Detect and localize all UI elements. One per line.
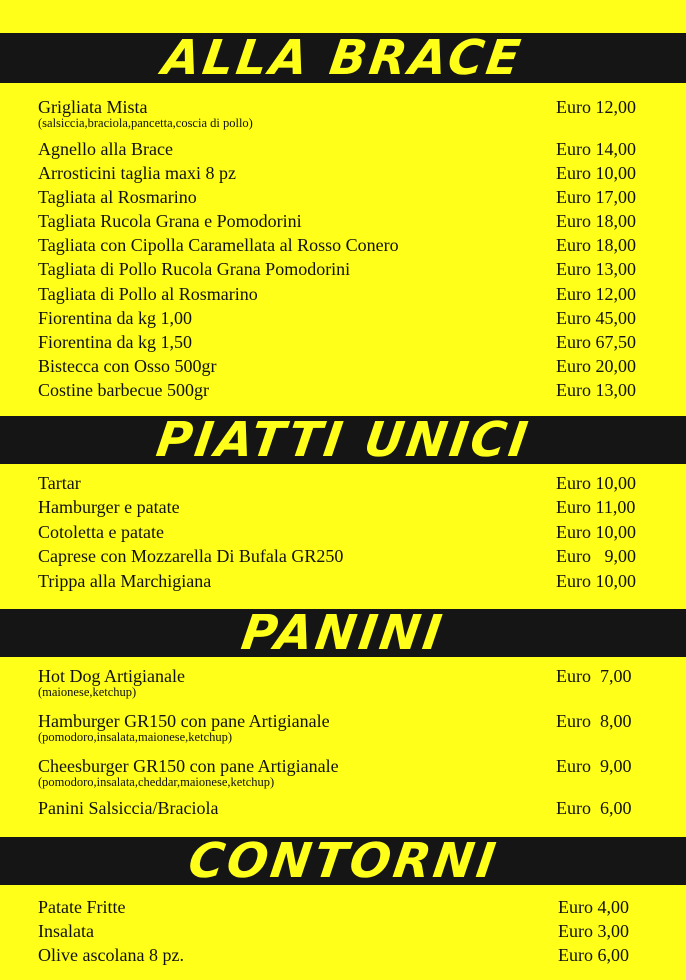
item-name: Hamburger GR150 con pane Artigianale [38,711,330,731]
section-header-panini [0,605,686,661]
item-name: Olive ascolana 8 pz. [38,945,184,965]
item-name: Bistecca con Osso 500gr [38,356,217,376]
item-name: Agnello alla Brace [38,139,173,159]
item-price: Euro 11,00 [556,497,636,517]
section-header-alla-brace [0,30,686,86]
item-price: Euro 20,00 [556,356,636,376]
item-price: Euro 67,50 [556,332,636,352]
item-note: (maionese,ketchup) [38,685,137,699]
item-price: Euro 13,00 [556,380,636,400]
item-price: Euro 13,00 [556,259,636,279]
item-price: Euro 6,00 [556,798,632,818]
item-name: Hamburger e patate [38,497,180,517]
section-title: PIATTI UNICI [152,412,534,468]
item-price: Euro 4,00 [558,897,629,917]
item-price: Euro 7,00 [556,666,632,686]
item-name: Cheesburger GR150 con pane Artigianale [38,756,339,776]
item-note: (pomodoro,insalata,maionese,ketchup) [38,730,233,744]
section-header-piatti-unici [0,412,686,468]
item-price: Euro 17,00 [556,187,636,207]
item-price: Euro 10,00 [556,473,636,493]
item-price: Euro 6,00 [558,945,629,965]
item-name: Panini Salsiccia/Braciola [38,798,219,818]
item-name: Grigliata Mista [38,97,148,117]
item-note: (salsiccia,braciola,pancetta,coscia di pollo) [38,116,253,130]
item-name: Fiorentina da kg 1,50 [38,332,192,352]
item-name: Tagliata con Cipolla Caramellata al Rosso Conero [38,235,399,255]
item-price: Euro 3,00 [558,921,629,941]
item-price: Euro 18,00 [556,211,636,231]
item-price: Euro 18,00 [556,235,636,255]
item-name: Tagliata di Pollo al Rosmarino [38,284,258,304]
item-price: Euro 10,00 [556,571,636,591]
item-name: Caprese con Mozzarella Di Bufala GR250 [38,546,344,566]
item-name: Patate Fritte [38,897,126,917]
item-price: Euro 9,00 [556,546,636,566]
item-price: Euro 9,00 [556,756,632,776]
item-name: Hot Dog Artigianale [38,666,185,686]
item-price: Euro 8,00 [556,711,632,731]
item-name: Tartar [38,473,81,493]
section-header-contorni [0,833,686,889]
section-title: PANINI [238,605,448,661]
item-name: Tagliata di Pollo Rucola Grana Pomodorini [38,259,351,279]
item-price: Euro 12,00 [556,284,636,304]
item-price: Euro 12,00 [556,97,636,117]
item-note: (pomodoro,insalata,cheddar,maionese,ketchup) [38,775,275,789]
item-name: Tagliata al Rosmarino [38,187,197,207]
section-title: ALLA BRACE [159,30,527,86]
item-name: Costine barbecue 500gr [38,380,209,400]
item-price: Euro 10,00 [556,163,636,183]
item-name: Tagliata Rucola Grana e Pomodorini [38,211,302,231]
item-name: Arrosticini taglia maxi 8 pz [38,163,236,183]
item-price: Euro 14,00 [556,139,636,159]
item-name: Fiorentina da kg 1,00 [38,308,192,328]
item-price: Euro 10,00 [556,522,636,542]
item-name: Trippa alla Marchigiana [38,571,212,591]
section-title: CONTORNI [184,833,502,889]
item-name: Insalata [38,921,94,941]
item-name: Cotoletta e patate [38,522,164,542]
item-price: Euro 45,00 [556,308,636,328]
